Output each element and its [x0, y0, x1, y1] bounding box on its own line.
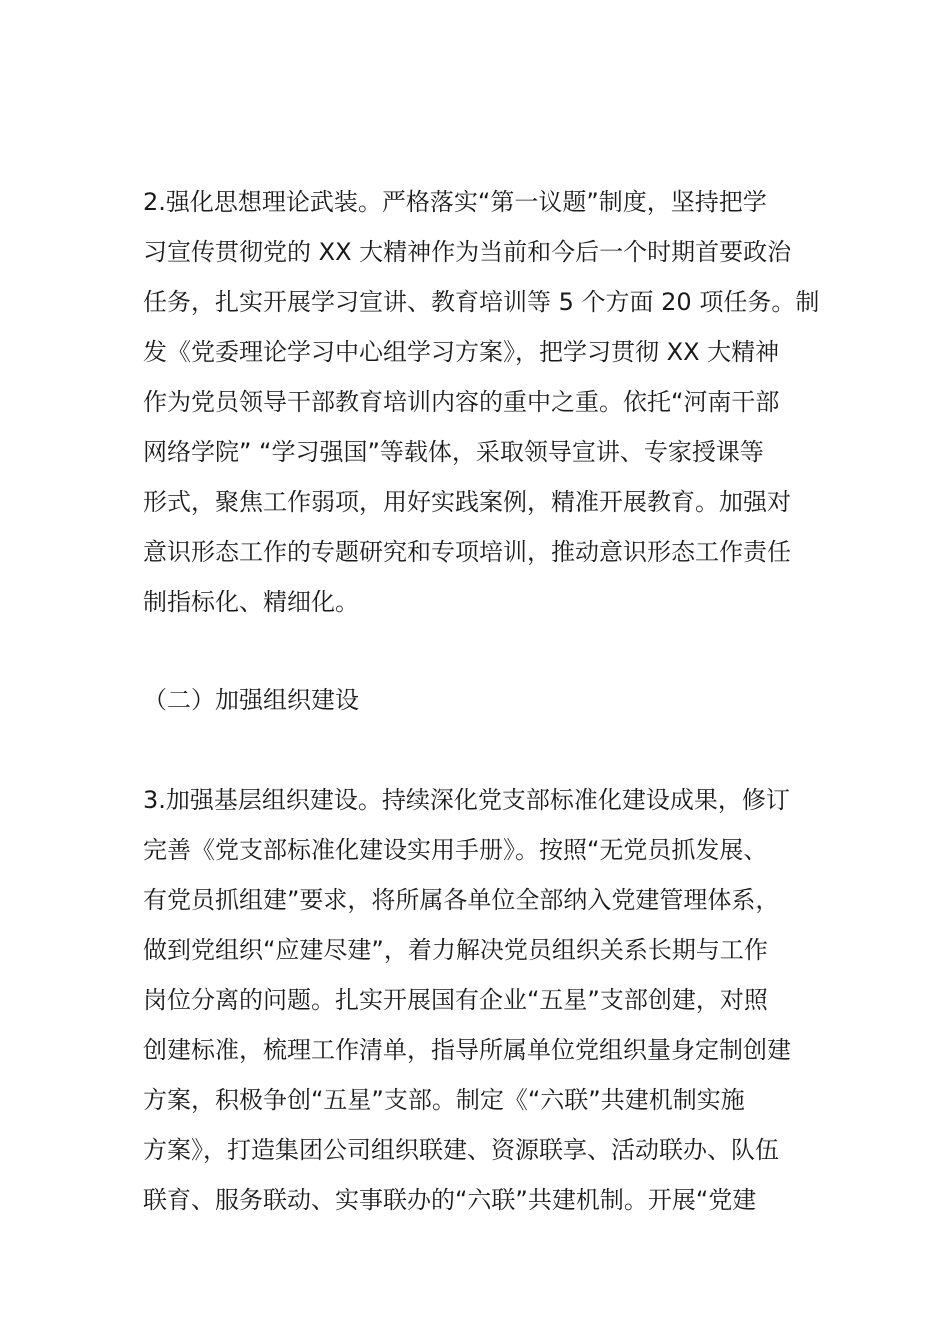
paragraph-line: 完善《党支部标准化建设实用手册》。按照“无党员抓发展、 — [143, 836, 768, 864]
paragraph-line: 联育、服务联动、实事联办的“六联”共建机制。开展“党建 — [143, 1186, 757, 1214]
paragraph-line: 发《党委理论学习中心组学习方案》，把学习贯彻 XX 大精神 — [143, 338, 780, 366]
paragraph-line: 形式，聚焦工作弱项，用好实践案例，精准开展教育。加强对 — [143, 488, 791, 516]
paragraph-line: 做到党组织“应建尽建”，着力解决党员组织关系长期与工作 — [143, 936, 768, 964]
paragraph-line: 网络学院” “学习强国”等载体，采取领导宣讲、专家授课等 — [143, 438, 764, 466]
paragraph-line: 意识形态工作的专题研究和专项培训，推动意识形态工作责任 — [143, 538, 791, 566]
paragraph-line: 方案》，打造集团公司组织联建、资源联享、活动联办、队伍 — [143, 1136, 779, 1164]
paragraph-line: 创建标准，梳理工作清单，指导所属单位党组织量身定制创建 — [143, 1036, 791, 1064]
paragraph-line: 作为党员领导干部教育培训内容的重中之重。依托“河南干部 — [143, 388, 780, 416]
paragraph-line: 3.加强基层组织建设。持续深化党支部标准化建设成果，修订 — [143, 786, 790, 814]
paragraph-line: 习宣传贯彻党的 XX 大精神作为当前和今后一个时期首要政治 — [143, 238, 792, 266]
paragraph-line: 制指标化、精细化。 — [143, 588, 359, 616]
section-heading: （二）加强组织建设 — [143, 686, 359, 714]
paragraph-line: 2.强化思想理论武装。严格落实“第一议题”制度，坚持把学 — [143, 188, 767, 216]
paragraph-line: 方案，积极争创“五星”支部。制定《“六联”共建机制实施 — [143, 1086, 745, 1114]
paragraph-line: 有党员抓组建”要求，将所属各单位全部纳入党建管理体系， — [143, 886, 780, 914]
paragraph-line: 岗位分离的问题。扎实开展国有企业“五星”支部创建，对照 — [143, 986, 768, 1014]
paragraph-line: 任务，扎实开展学习宣讲、教育培训等 5 个方面 20 项任务。制 — [143, 288, 820, 316]
